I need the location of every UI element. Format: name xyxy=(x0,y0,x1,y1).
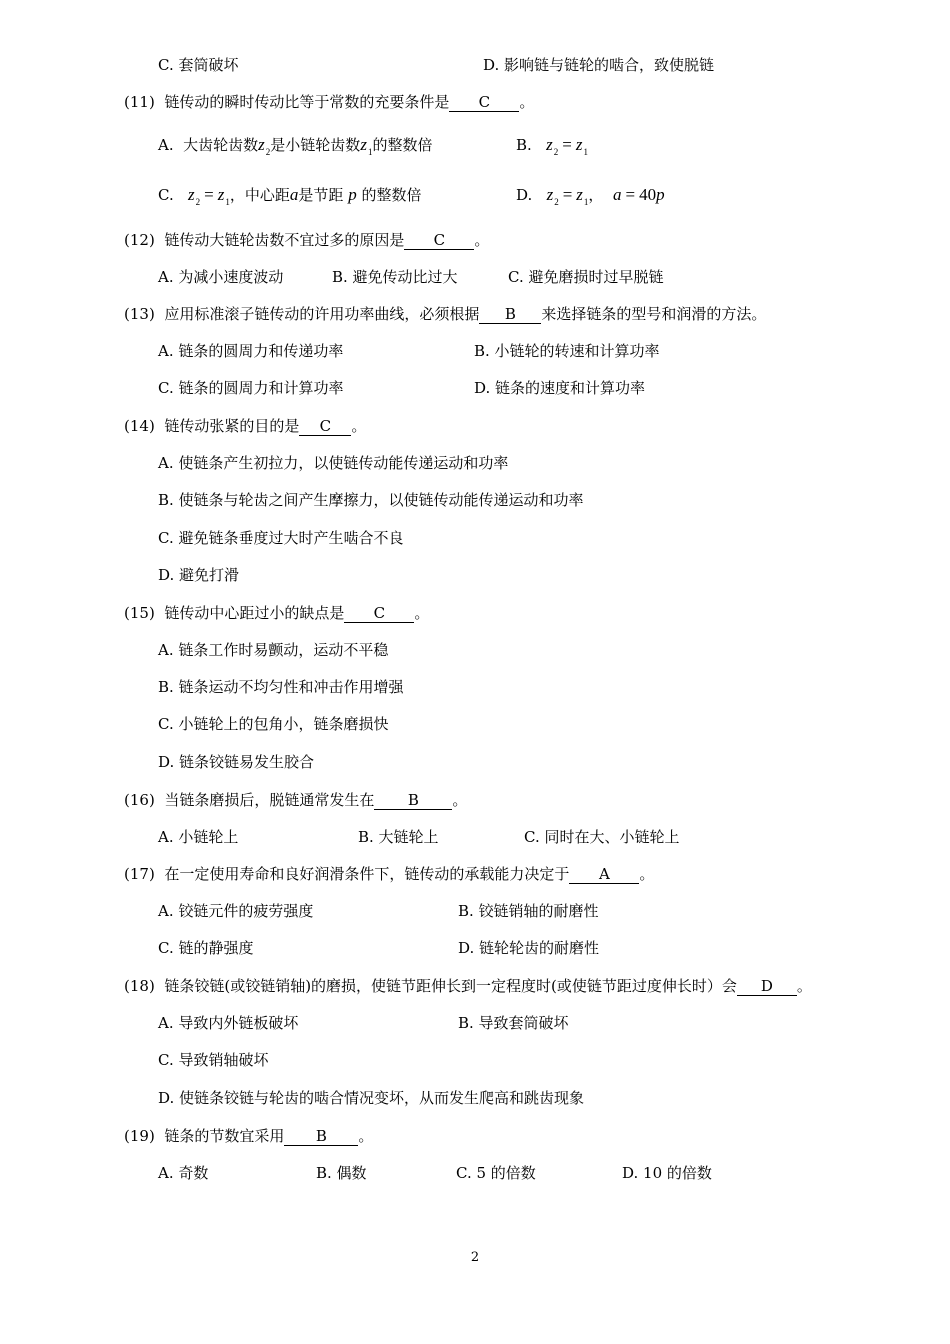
q13-option-c: C. 链条的圆周力和计算功率 xyxy=(158,379,344,397)
q19-stem: (19) 链条的节数宜采用 B 。 xyxy=(124,1127,374,1145)
page-number: 2 xyxy=(470,1250,480,1265)
q12-answer-blank: C xyxy=(404,232,474,250)
q16-stem: (16) 当链条磨损后，脱链通常发生在 B 。 xyxy=(124,791,468,809)
q11-option-a: A. 大齿轮齿数$z_2$是小链轮齿数$z_1$的整数倍 xyxy=(158,135,433,157)
q13-option-b: B. 小链轮的转速和计算功率 xyxy=(474,342,660,360)
q19-option-c: C. 5 的倍数 xyxy=(456,1164,536,1182)
q15-stem: (15) 链传动中心距过小的缺点是 C 。 xyxy=(124,604,430,622)
q18-stem: (18) 链条铰链(或铰链销轴)的磨损，使链节距伸长到一定程度时(或使链节距过度伸长时）会 D 。 xyxy=(124,977,812,995)
q11-option-c: C. $z_2 = z_1$，中心距a是节距 p 的整数倍 xyxy=(158,185,422,207)
q16-option-b: B. 大链轮上 xyxy=(358,828,439,846)
q10-option-d: D. 影响链与链轮的啮合，致使脱链 xyxy=(483,56,715,74)
q18-option-c: C. 导致销轴破坏 xyxy=(158,1051,269,1069)
q19-option-b: B. 偶数 xyxy=(316,1164,367,1182)
q15-option-d: D. 链条铰链易发生胶合 xyxy=(158,753,315,771)
q17-answer-blank: A xyxy=(569,866,639,884)
q14-option-b: B. 使链条与轮齿之间产生摩擦力，以使链传动能传递运动和功率 xyxy=(158,491,584,509)
q11-stem: (11) 链传动的瞬时传动比等于常数的充要条件是 C 。 xyxy=(124,93,535,111)
q12-option-a: A. 为减小速度波动 xyxy=(158,268,284,286)
q11-option-b: B. $z_2 = z_1$ xyxy=(516,135,588,157)
q13-stem: (13) 应用标准滚子链传动的许用功率曲线，必须根据 B 来选择链条的型号和润滑的方法。 xyxy=(124,305,767,323)
q12-stem: (12) 链传动大链轮齿数不宜过多的原因是 C 。 xyxy=(124,231,490,249)
q12-option-c: C. 避免磨损时过早脱链 xyxy=(508,268,664,286)
q10-option-c: C. 套筒破坏 xyxy=(158,56,239,74)
q15-option-a: A. 链条工作时易颤动，运动不平稳 xyxy=(158,641,389,659)
q17-option-a: A. 铰链元件的疲劳强度 xyxy=(158,902,314,920)
q18-option-a: A. 导致内外链板破坏 xyxy=(158,1014,299,1032)
q11-option-d: D. $z_2 = z_1$， a = 40p xyxy=(516,185,665,207)
q13-option-a: A. 链条的圆周力和传递功率 xyxy=(158,342,344,360)
q18-option-d: D. 使链条铰链与轮齿的啮合情况变坏，从而发生爬高和跳齿现象 xyxy=(158,1089,585,1107)
q12-option-b: B. 避免传动比过大 xyxy=(332,268,458,286)
q15-option-b: B. 链条运动不均匀性和冲击作用增强 xyxy=(158,678,404,696)
q14-option-c: C. 避免链条垂度过大时产生啮合不良 xyxy=(158,529,404,547)
q17-stem: (17) 在一定使用寿命和良好润滑条件下，链传动的承载能力决定于 A 。 xyxy=(124,865,655,883)
q15-answer-blank: C xyxy=(344,605,414,623)
q15-option-c: C. 小链轮上的包角小，链条磨损快 xyxy=(158,715,389,733)
q13-option-d: D. 链条的速度和计算功率 xyxy=(474,379,646,397)
q16-option-c: C. 同时在大、小链轮上 xyxy=(524,828,680,846)
q14-option-a: A. 使链条产生初拉力，以使链传动能传递运动和功率 xyxy=(158,454,509,472)
q17-option-d: D. 链轮轮齿的耐磨性 xyxy=(458,939,600,957)
q19-option-d: D. 10 的倍数 xyxy=(622,1164,712,1182)
q14-stem: (14) 链传动张紧的目的是 C 。 xyxy=(124,417,367,435)
q13-answer-blank: B xyxy=(479,306,541,324)
q18-answer-blank: D xyxy=(737,978,797,996)
q19-option-a: A. 奇数 xyxy=(158,1164,209,1182)
q17-option-b: B. 铰链销轴的耐磨性 xyxy=(458,902,599,920)
q16-option-a: A. 小链轮上 xyxy=(158,828,239,846)
q18-option-b: B. 导致套筒破坏 xyxy=(458,1014,569,1032)
q16-answer-blank: B xyxy=(374,792,452,810)
q17-option-c: C. 链的静强度 xyxy=(158,939,254,957)
q11-answer-blank: C xyxy=(449,94,519,112)
q14-option-d: D. 避免打滑 xyxy=(158,566,240,584)
q14-answer-blank: C xyxy=(299,418,351,436)
q19-answer-blank: B xyxy=(284,1128,358,1146)
